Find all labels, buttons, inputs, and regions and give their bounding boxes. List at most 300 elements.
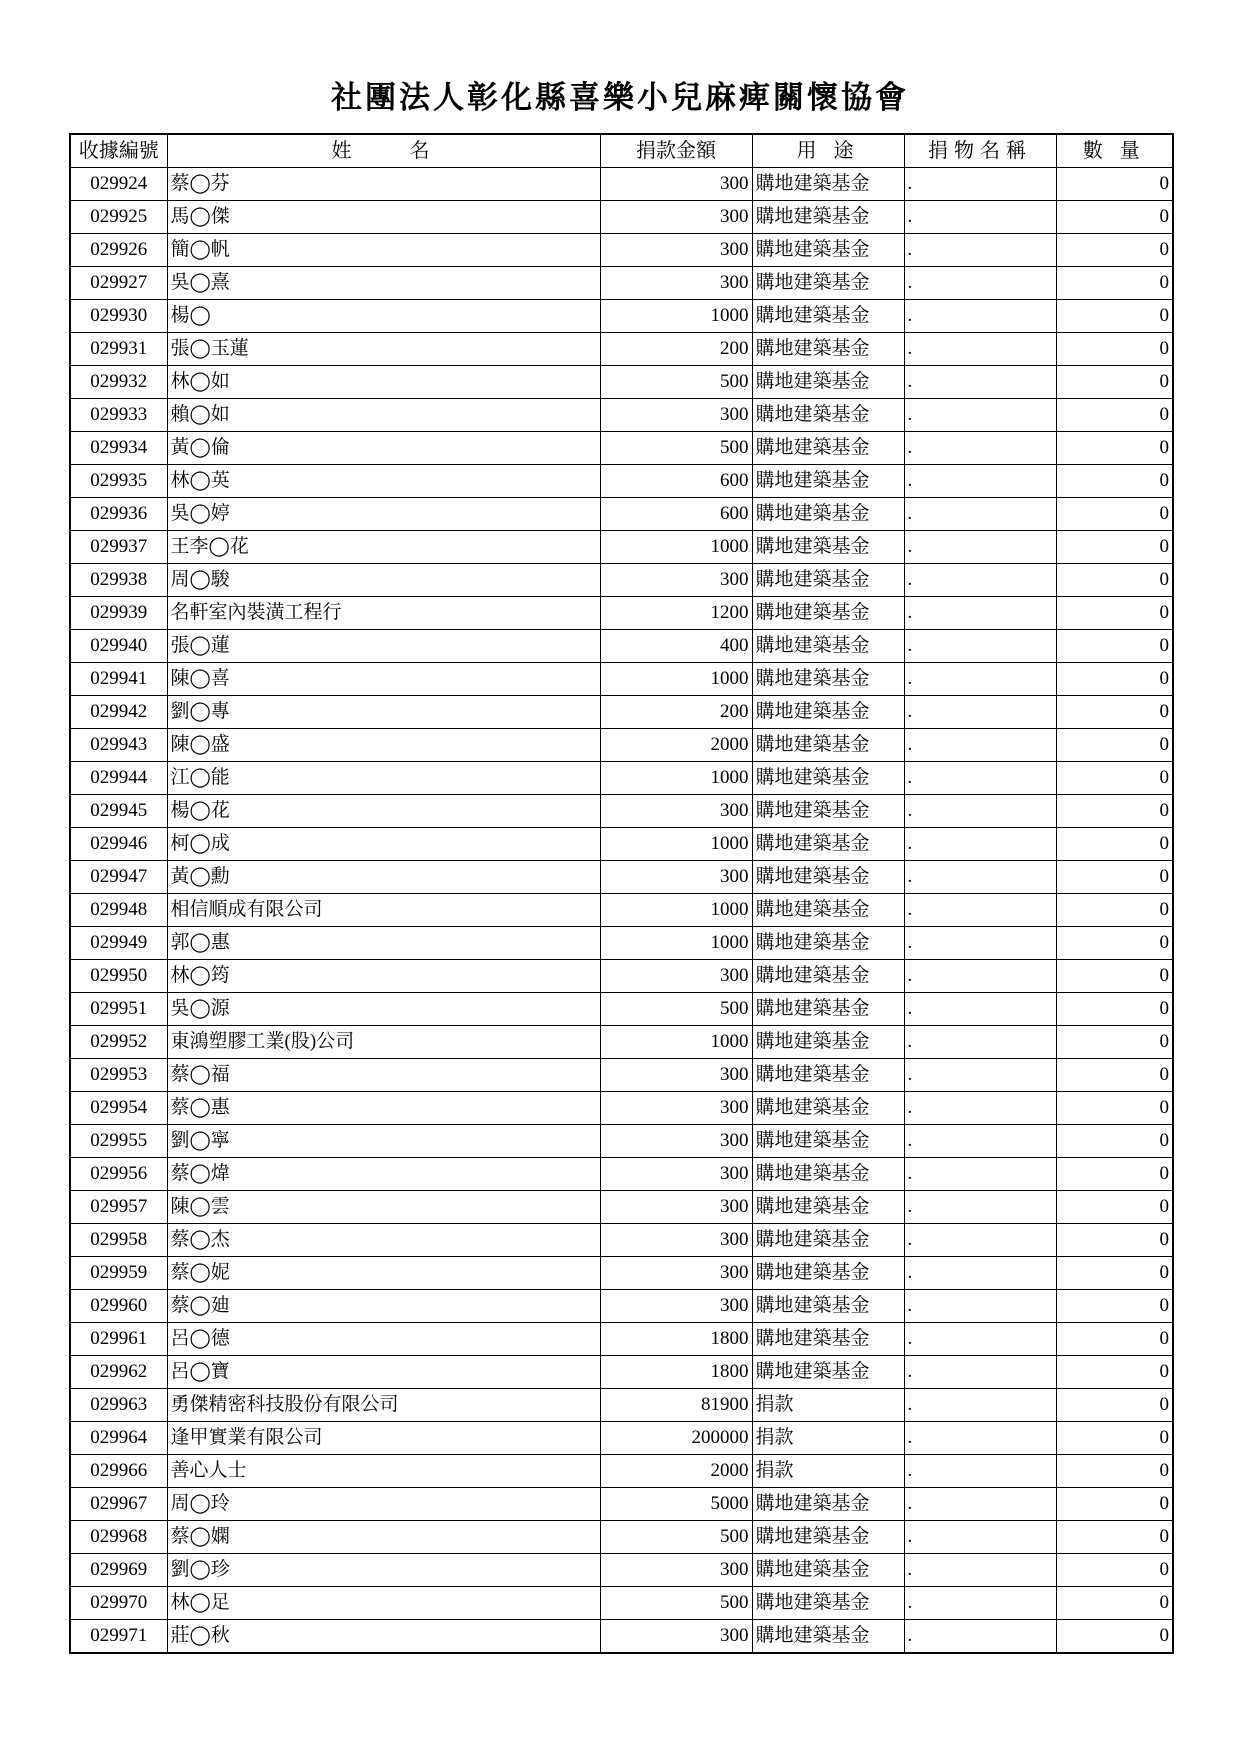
donor-name-cell: 劉◯寧 xyxy=(167,1125,600,1158)
purpose-cell: 購地建築基金 xyxy=(752,696,904,729)
donor-name-cell: 吳◯婷 xyxy=(167,498,600,531)
donor-name-cell: 呂◯德 xyxy=(167,1323,600,1356)
table-row xyxy=(70,1422,1173,1455)
amount-cell: 400 xyxy=(600,630,752,663)
quantity-cell: 0 xyxy=(1056,696,1173,729)
receipt-no-cell: 029953 xyxy=(70,1059,167,1092)
amount-cell: 300 xyxy=(600,234,752,267)
amount-cell: 300 xyxy=(600,1554,752,1587)
donor-name-cell: 蔡◯惠 xyxy=(167,1092,600,1125)
amount-cell: 300 xyxy=(600,267,752,300)
donor-name-cell: 周◯駿 xyxy=(167,564,600,597)
amount-cell: 300 xyxy=(600,201,752,234)
header-amount: 捐款金額 xyxy=(600,134,752,168)
donor-name-cell: 周◯玲 xyxy=(167,1488,600,1521)
item-name-cell: . xyxy=(904,1554,1056,1587)
donor-name-cell: 善心人士 xyxy=(167,1455,600,1488)
receipt-no-cell: 029936 xyxy=(70,498,167,531)
receipt-no-cell: 029931 xyxy=(70,333,167,366)
amount-cell: 1000 xyxy=(600,663,752,696)
donor-name-cell: 東鴻塑膠工業(股)公司 xyxy=(167,1026,600,1059)
quantity-cell: 0 xyxy=(1056,1455,1173,1488)
table-row xyxy=(70,366,1173,399)
item-name-cell: . xyxy=(904,168,1056,201)
purpose-cell: 購地建築基金 xyxy=(752,201,904,234)
receipt-no-cell: 029967 xyxy=(70,1488,167,1521)
amount-cell: 200000 xyxy=(600,1422,752,1455)
purpose-cell: 購地建築基金 xyxy=(752,1125,904,1158)
donor-name-cell: 楊◯ xyxy=(167,300,600,333)
donor-name-cell: 蔡◯妮 xyxy=(167,1257,600,1290)
purpose-cell: 購地建築基金 xyxy=(752,531,904,564)
amount-cell: 300 xyxy=(600,1224,752,1257)
amount-cell: 300 xyxy=(600,1257,752,1290)
item-name-cell: . xyxy=(904,1257,1056,1290)
quantity-cell: 0 xyxy=(1056,630,1173,663)
table-row xyxy=(70,1125,1173,1158)
quantity-cell: 0 xyxy=(1056,1290,1173,1323)
purpose-cell: 購地建築基金 xyxy=(752,333,904,366)
item-name-cell: . xyxy=(904,993,1056,1026)
receipt-no-cell: 029968 xyxy=(70,1521,167,1554)
receipt-no-cell: 029966 xyxy=(70,1455,167,1488)
donor-name-cell: 劉◯珍 xyxy=(167,1554,600,1587)
table-row xyxy=(70,465,1173,498)
table-row xyxy=(70,729,1173,762)
amount-cell: 200 xyxy=(600,333,752,366)
receipt-no-cell: 029961 xyxy=(70,1323,167,1356)
table-row xyxy=(70,564,1173,597)
quantity-cell: 0 xyxy=(1056,1521,1173,1554)
item-name-cell: . xyxy=(904,531,1056,564)
donor-name-cell: 馬◯傑 xyxy=(167,201,600,234)
amount-cell: 1000 xyxy=(600,828,752,861)
receipt-no-cell: 029939 xyxy=(70,597,167,630)
purpose-cell: 捐款 xyxy=(752,1422,904,1455)
quantity-cell: 0 xyxy=(1056,927,1173,960)
receipt-no-cell: 029950 xyxy=(70,960,167,993)
quantity-cell: 0 xyxy=(1056,1620,1173,1654)
item-name-cell: . xyxy=(904,432,1056,465)
purpose-cell: 購地建築基金 xyxy=(752,1323,904,1356)
purpose-cell: 購地建築基金 xyxy=(752,1092,904,1125)
purpose-cell: 捐款 xyxy=(752,1455,904,1488)
table-row xyxy=(70,663,1173,696)
header-name: 姓 名 xyxy=(167,134,600,168)
purpose-cell: 購地建築基金 xyxy=(752,1356,904,1389)
amount-cell: 2000 xyxy=(600,1455,752,1488)
donor-name-cell: 劉◯專 xyxy=(167,696,600,729)
quantity-cell: 0 xyxy=(1056,894,1173,927)
receipt-no-cell: 029925 xyxy=(70,201,167,234)
quantity-cell: 0 xyxy=(1056,828,1173,861)
purpose-cell: 購地建築基金 xyxy=(752,630,904,663)
amount-cell: 300 xyxy=(600,1059,752,1092)
table-header-row xyxy=(70,134,1173,168)
donor-name-cell: 蔡◯杰 xyxy=(167,1224,600,1257)
amount-cell: 1000 xyxy=(600,1026,752,1059)
amount-cell: 600 xyxy=(600,498,752,531)
amount-cell: 500 xyxy=(600,366,752,399)
table-row xyxy=(70,1257,1173,1290)
amount-cell: 1800 xyxy=(600,1356,752,1389)
table-row xyxy=(70,1356,1173,1389)
quantity-cell: 0 xyxy=(1056,201,1173,234)
receipt-no-cell: 029930 xyxy=(70,300,167,333)
item-name-cell: . xyxy=(904,729,1056,762)
quantity-cell: 0 xyxy=(1056,1389,1173,1422)
item-name-cell: . xyxy=(904,1389,1056,1422)
item-name-cell: . xyxy=(904,1158,1056,1191)
table-row xyxy=(70,1554,1173,1587)
table-row xyxy=(70,234,1173,267)
purpose-cell: 購地建築基金 xyxy=(752,234,904,267)
receipt-no-cell: 029944 xyxy=(70,762,167,795)
donor-name-cell: 名軒室內裝潢工程行 xyxy=(167,597,600,630)
quantity-cell: 0 xyxy=(1056,1224,1173,1257)
purpose-cell: 購地建築基金 xyxy=(752,993,904,1026)
quantity-cell: 0 xyxy=(1056,267,1173,300)
donor-name-cell: 陳◯喜 xyxy=(167,663,600,696)
amount-cell: 300 xyxy=(600,1191,752,1224)
donor-name-cell: 王李◯花 xyxy=(167,531,600,564)
quantity-cell: 0 xyxy=(1056,1092,1173,1125)
table-row xyxy=(70,630,1173,663)
item-name-cell: . xyxy=(904,1290,1056,1323)
item-name-cell: . xyxy=(904,927,1056,960)
donor-name-cell: 柯◯成 xyxy=(167,828,600,861)
quantity-cell: 0 xyxy=(1056,1158,1173,1191)
table-row xyxy=(70,1620,1173,1654)
item-name-cell: . xyxy=(904,696,1056,729)
amount-cell: 300 xyxy=(600,1125,752,1158)
amount-cell: 300 xyxy=(600,1620,752,1654)
quantity-cell: 0 xyxy=(1056,795,1173,828)
quantity-cell: 0 xyxy=(1056,531,1173,564)
table-row xyxy=(70,498,1173,531)
table-row xyxy=(70,1059,1173,1092)
item-name-cell: . xyxy=(904,399,1056,432)
purpose-cell: 購地建築基金 xyxy=(752,663,904,696)
table-row xyxy=(70,927,1173,960)
amount-cell: 600 xyxy=(600,465,752,498)
amount-cell: 200 xyxy=(600,696,752,729)
donor-name-cell: 林◯如 xyxy=(167,366,600,399)
purpose-cell: 購地建築基金 xyxy=(752,729,904,762)
item-name-cell: . xyxy=(904,498,1056,531)
item-name-cell: . xyxy=(904,1620,1056,1654)
table-row xyxy=(70,399,1173,432)
quantity-cell: 0 xyxy=(1056,1488,1173,1521)
item-name-cell: . xyxy=(904,465,1056,498)
donor-name-cell: 林◯筠 xyxy=(167,960,600,993)
purpose-cell: 購地建築基金 xyxy=(752,1191,904,1224)
quantity-cell: 0 xyxy=(1056,1059,1173,1092)
item-name-cell: . xyxy=(904,1323,1056,1356)
amount-cell: 300 xyxy=(600,1092,752,1125)
purpose-cell: 購地建築基金 xyxy=(752,828,904,861)
amount-cell: 300 xyxy=(600,960,752,993)
purpose-cell: 購地建築基金 xyxy=(752,1158,904,1191)
table-row xyxy=(70,1026,1173,1059)
receipt-no-cell: 029952 xyxy=(70,1026,167,1059)
donor-name-cell: 吳◯源 xyxy=(167,993,600,1026)
table-row xyxy=(70,828,1173,861)
purpose-cell: 購地建築基金 xyxy=(752,1026,904,1059)
table-row xyxy=(70,1323,1173,1356)
donor-name-cell: 蔡◯嫻 xyxy=(167,1521,600,1554)
table-row xyxy=(70,894,1173,927)
purpose-cell: 購地建築基金 xyxy=(752,795,904,828)
amount-cell: 1000 xyxy=(600,300,752,333)
table-row xyxy=(70,861,1173,894)
item-name-cell: . xyxy=(904,1455,1056,1488)
receipt-no-cell: 029960 xyxy=(70,1290,167,1323)
receipt-no-cell: 029956 xyxy=(70,1158,167,1191)
amount-cell: 300 xyxy=(600,564,752,597)
receipt-no-cell: 029947 xyxy=(70,861,167,894)
quantity-cell: 0 xyxy=(1056,399,1173,432)
receipt-no-cell: 029945 xyxy=(70,795,167,828)
purpose-cell: 購地建築基金 xyxy=(752,1488,904,1521)
amount-cell: 500 xyxy=(600,1587,752,1620)
receipt-no-cell: 029941 xyxy=(70,663,167,696)
item-name-cell: . xyxy=(904,333,1056,366)
quantity-cell: 0 xyxy=(1056,663,1173,696)
donor-name-cell: 呂◯寶 xyxy=(167,1356,600,1389)
item-name-cell: . xyxy=(904,1026,1056,1059)
receipt-no-cell: 029959 xyxy=(70,1257,167,1290)
amount-cell: 300 xyxy=(600,1290,752,1323)
table-row xyxy=(70,762,1173,795)
quantity-cell: 0 xyxy=(1056,432,1173,465)
purpose-cell: 購地建築基金 xyxy=(752,1059,904,1092)
receipt-no-cell: 029924 xyxy=(70,168,167,201)
purpose-cell: 捐款 xyxy=(752,1389,904,1422)
table-row xyxy=(70,531,1173,564)
donor-name-cell: 吳◯熹 xyxy=(167,267,600,300)
table-row xyxy=(70,1455,1173,1488)
purpose-cell: 購地建築基金 xyxy=(752,267,904,300)
quantity-cell: 0 xyxy=(1056,762,1173,795)
receipt-no-cell: 029954 xyxy=(70,1092,167,1125)
purpose-cell: 購地建築基金 xyxy=(752,168,904,201)
amount-cell: 300 xyxy=(600,399,752,432)
amount-cell: 81900 xyxy=(600,1389,752,1422)
amount-cell: 500 xyxy=(600,993,752,1026)
table-row xyxy=(70,1521,1173,1554)
purpose-cell: 購地建築基金 xyxy=(752,465,904,498)
item-name-cell: . xyxy=(904,1092,1056,1125)
item-name-cell: . xyxy=(904,795,1056,828)
amount-cell: 300 xyxy=(600,168,752,201)
donor-name-cell: 蔡◯廸 xyxy=(167,1290,600,1323)
amount-cell: 5000 xyxy=(600,1488,752,1521)
donor-name-cell: 張◯蓮 xyxy=(167,630,600,663)
donor-name-cell: 張◯玉蓮 xyxy=(167,333,600,366)
table-row xyxy=(70,795,1173,828)
receipt-no-cell: 029964 xyxy=(70,1422,167,1455)
table-row xyxy=(70,300,1173,333)
quantity-cell: 0 xyxy=(1056,465,1173,498)
purpose-cell: 購地建築基金 xyxy=(752,1224,904,1257)
item-name-cell: . xyxy=(904,828,1056,861)
donor-name-cell: 陳◯盛 xyxy=(167,729,600,762)
item-name-cell: . xyxy=(904,1059,1056,1092)
receipt-no-cell: 029946 xyxy=(70,828,167,861)
quantity-cell: 0 xyxy=(1056,861,1173,894)
amount-cell: 1200 xyxy=(600,597,752,630)
purpose-cell: 購地建築基金 xyxy=(752,498,904,531)
item-name-cell: . xyxy=(904,1521,1056,1554)
receipt-no-cell: 029948 xyxy=(70,894,167,927)
donation-table xyxy=(69,133,1174,1654)
donor-name-cell: 蔡◯福 xyxy=(167,1059,600,1092)
purpose-cell: 購地建築基金 xyxy=(752,1587,904,1620)
table-row xyxy=(70,1224,1173,1257)
purpose-cell: 購地建築基金 xyxy=(752,1620,904,1654)
item-name-cell: . xyxy=(904,960,1056,993)
quantity-cell: 0 xyxy=(1056,729,1173,762)
receipt-no-cell: 029943 xyxy=(70,729,167,762)
amount-cell: 500 xyxy=(600,1521,752,1554)
donor-name-cell: 郭◯惠 xyxy=(167,927,600,960)
receipt-no-cell: 029933 xyxy=(70,399,167,432)
donor-name-cell: 蔡◯煒 xyxy=(167,1158,600,1191)
donor-name-cell: 莊◯秋 xyxy=(167,1620,600,1654)
receipt-no-cell: 029942 xyxy=(70,696,167,729)
donor-name-cell: 林◯足 xyxy=(167,1587,600,1620)
purpose-cell: 購地建築基金 xyxy=(752,1290,904,1323)
receipt-no-cell: 029938 xyxy=(70,564,167,597)
quantity-cell: 0 xyxy=(1056,1554,1173,1587)
receipt-no-cell: 029937 xyxy=(70,531,167,564)
quantity-cell: 0 xyxy=(1056,333,1173,366)
purpose-cell: 購地建築基金 xyxy=(752,300,904,333)
amount-cell: 1000 xyxy=(600,894,752,927)
table-row xyxy=(70,597,1173,630)
receipt-no-cell: 029927 xyxy=(70,267,167,300)
receipt-no-cell: 029926 xyxy=(70,234,167,267)
table-row xyxy=(70,1587,1173,1620)
quantity-cell: 0 xyxy=(1056,960,1173,993)
quantity-cell: 0 xyxy=(1056,1257,1173,1290)
item-name-cell: . xyxy=(904,300,1056,333)
purpose-cell: 購地建築基金 xyxy=(752,894,904,927)
table-row xyxy=(70,1158,1173,1191)
quantity-cell: 0 xyxy=(1056,366,1173,399)
receipt-no-cell: 029949 xyxy=(70,927,167,960)
header-purpose: 用 途 xyxy=(752,134,904,168)
quantity-cell: 0 xyxy=(1056,1587,1173,1620)
quantity-cell: 0 xyxy=(1056,1026,1173,1059)
quantity-cell: 0 xyxy=(1056,564,1173,597)
amount-cell: 500 xyxy=(600,432,752,465)
receipt-no-cell: 029969 xyxy=(70,1554,167,1587)
item-name-cell: . xyxy=(904,1224,1056,1257)
donor-name-cell: 黃◯勳 xyxy=(167,861,600,894)
receipt-no-cell: 029951 xyxy=(70,993,167,1026)
amount-cell: 1000 xyxy=(600,927,752,960)
amount-cell: 1000 xyxy=(600,762,752,795)
document-title: 社團法人彰化縣喜樂小兒麻痺關懷協會 xyxy=(331,80,909,116)
table-row xyxy=(70,432,1173,465)
purpose-cell: 購地建築基金 xyxy=(752,1554,904,1587)
item-name-cell: . xyxy=(904,564,1056,597)
item-name-cell: . xyxy=(904,1356,1056,1389)
donor-name-cell: 楊◯花 xyxy=(167,795,600,828)
table-row xyxy=(70,1191,1173,1224)
quantity-cell: 0 xyxy=(1056,1125,1173,1158)
purpose-cell: 購地建築基金 xyxy=(752,366,904,399)
donor-name-cell: 相信順成有限公司 xyxy=(167,894,600,927)
quantity-cell: 0 xyxy=(1056,300,1173,333)
receipt-no-cell: 029935 xyxy=(70,465,167,498)
purpose-cell: 購地建築基金 xyxy=(752,564,904,597)
item-name-cell: . xyxy=(904,234,1056,267)
table-row xyxy=(70,267,1173,300)
receipt-no-cell: 029955 xyxy=(70,1125,167,1158)
quantity-cell: 0 xyxy=(1056,168,1173,201)
donor-name-cell: 勇傑精密科技股份有限公司 xyxy=(167,1389,600,1422)
amount-cell: 300 xyxy=(600,861,752,894)
amount-cell: 300 xyxy=(600,795,752,828)
receipt-no-cell: 029958 xyxy=(70,1224,167,1257)
item-name-cell: . xyxy=(904,1488,1056,1521)
table-row xyxy=(70,168,1173,201)
purpose-cell: 購地建築基金 xyxy=(752,960,904,993)
receipt-no-cell: 029971 xyxy=(70,1620,167,1654)
amount-cell: 1000 xyxy=(600,531,752,564)
receipt-no-cell: 029932 xyxy=(70,366,167,399)
table-row xyxy=(70,960,1173,993)
item-name-cell: . xyxy=(904,894,1056,927)
quantity-cell: 0 xyxy=(1056,597,1173,630)
donor-name-cell: 賴◯如 xyxy=(167,399,600,432)
item-name-cell: . xyxy=(904,861,1056,894)
item-name-cell: . xyxy=(904,663,1056,696)
purpose-cell: 購地建築基金 xyxy=(752,432,904,465)
table-row xyxy=(70,696,1173,729)
purpose-cell: 購地建築基金 xyxy=(752,1257,904,1290)
item-name-cell: . xyxy=(904,1125,1056,1158)
donor-name-cell: 林◯英 xyxy=(167,465,600,498)
quantity-cell: 0 xyxy=(1056,993,1173,1026)
quantity-cell: 0 xyxy=(1056,1422,1173,1455)
table-row xyxy=(70,1488,1173,1521)
table-row xyxy=(70,1290,1173,1323)
quantity-cell: 0 xyxy=(1056,1356,1173,1389)
table-row xyxy=(70,201,1173,234)
item-name-cell: . xyxy=(904,1587,1056,1620)
receipt-no-cell: 029934 xyxy=(70,432,167,465)
item-name-cell: . xyxy=(904,1422,1056,1455)
donor-name-cell: 陳◯雲 xyxy=(167,1191,600,1224)
receipt-no-cell: 029962 xyxy=(70,1356,167,1389)
item-name-cell: . xyxy=(904,630,1056,663)
item-name-cell: . xyxy=(904,762,1056,795)
amount-cell: 1800 xyxy=(600,1323,752,1356)
header-quantity: 數 量 xyxy=(1056,134,1173,168)
item-name-cell: . xyxy=(904,267,1056,300)
quantity-cell: 0 xyxy=(1056,234,1173,267)
header-receipt-no: 收據編號 xyxy=(70,134,167,168)
purpose-cell: 購地建築基金 xyxy=(752,861,904,894)
purpose-cell: 購地建築基金 xyxy=(752,399,904,432)
quantity-cell: 0 xyxy=(1056,1323,1173,1356)
header-item-name: 捐物名稱 xyxy=(904,134,1056,168)
item-name-cell: . xyxy=(904,366,1056,399)
